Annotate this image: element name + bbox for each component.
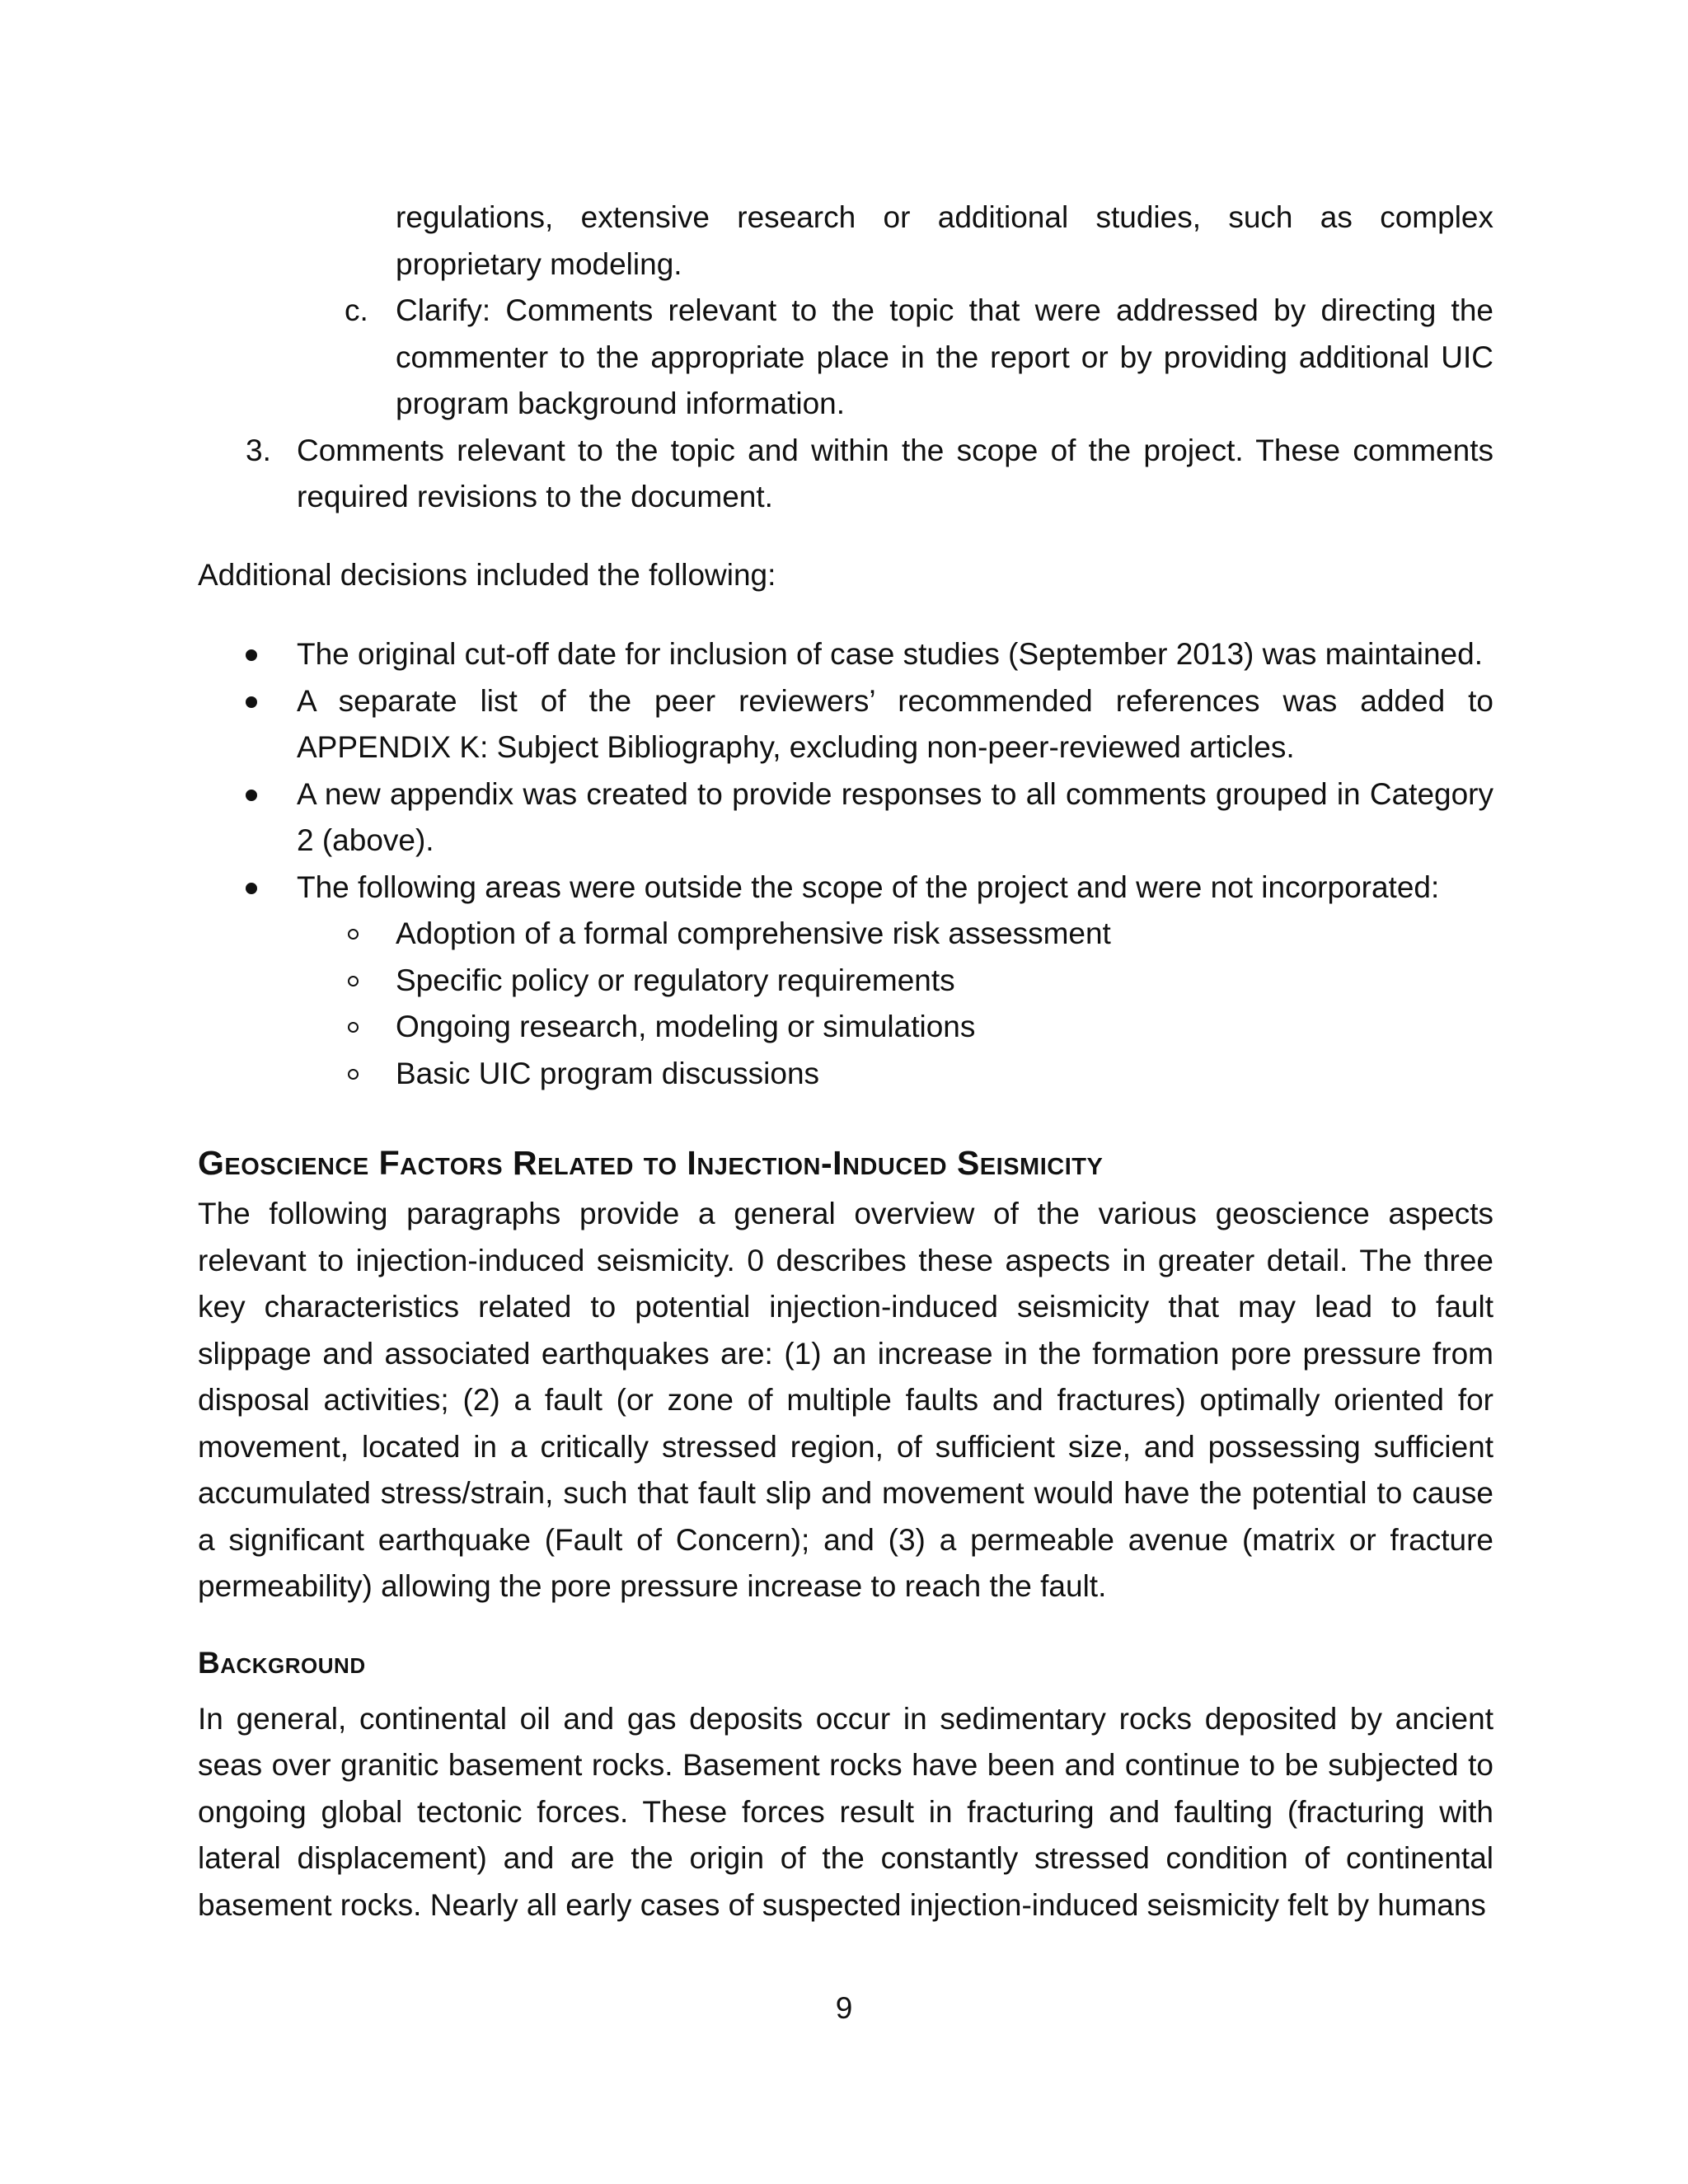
subsection-heading: Background — [198, 1645, 366, 1680]
bullet-icon — [246, 790, 257, 801]
sub-bullet-text: Specific policy or regulatory requirements — [396, 963, 955, 997]
hollow-bullet-icon — [348, 1069, 359, 1080]
section-heading: Geoscience Factors Related to Injection-Induced Seismicity — [198, 1144, 1104, 1182]
list-item — [198, 678, 1493, 771]
list-item — [198, 958, 1493, 1005]
list-marker-3: 3. — [246, 433, 271, 467]
list-item-c — [198, 288, 1493, 428]
sub-bullet-text: Ongoing research, modeling or simulations — [396, 1010, 976, 1043]
list-item-3-text: Comments relevant to the topic and within the scope of the project. These comments required revisions to the document. — [297, 433, 1493, 513]
bullet-text: A separate list of the peer reviewers’ recommended references was added to APPENDIX K: Subject Bibliography, excluding non-peer-reviewed articles. — [297, 683, 1493, 764]
list-item — [198, 1051, 1493, 1098]
list-item — [198, 631, 1493, 678]
bullet-icon — [246, 649, 257, 661]
page-number: 9 — [835, 1991, 853, 2025]
list-item — [198, 911, 1493, 958]
hollow-bullet-icon — [348, 1022, 359, 1033]
bullet-text: A new appendix was created to provide responses to all comments grouped in Category 2 (above). — [297, 776, 1493, 857]
decisions-bullet-list — [198, 631, 1493, 911]
list-item — [198, 771, 1493, 865]
document-page — [198, 194, 1493, 1929]
list-item-3 — [198, 428, 1493, 521]
hollow-bullet-icon — [348, 976, 359, 987]
list-item — [198, 1004, 1493, 1051]
list-item-b-continued — [198, 194, 1493, 288]
sub-bullet-text: Basic UIC program discussions — [396, 1056, 820, 1090]
additional-decisions-intro: Additional decisions included the following: — [198, 557, 776, 592]
section-paragraph: The following paragraphs provide a general overview of the various geoscience aspects relevant to injection-induced seismicity. 0 describes these aspects in greater detail. The three key characteristics related to potential injection-induced seismicity that may lead to fault slippage and associated earthquakes are: (1) an increase in the formation pore pressure from disposal activities; (2) a fault (or zone of multiple faults and fractures) optimally oriented for movement, located in a critically stressed region, of sufficient size, and possessing sufficient accumulated stress/strain, such that fault slip and movement would have the potential to cause a significant earthquake (Fault of Concern); and (3) a permeable avenue (matrix or fracture permeability) allowing the pore pressure increase to reach the fault. — [198, 1197, 1493, 1603]
bullet-icon — [246, 696, 257, 708]
hollow-bullet-icon — [348, 929, 359, 940]
bullet-text: The following areas were outside the scope of the project and were not incorporated: — [297, 869, 1440, 904]
list-marker-c: c. — [345, 293, 368, 327]
sub-bullet-text: Adoption of a formal comprehensive risk assessment — [396, 916, 1111, 950]
out-of-scope-sub-list — [198, 911, 1493, 1097]
bullet-text: The original cut-off date for inclusion of case studies (September 2013) was maintained. — [297, 637, 1483, 671]
list-item-b-text: regulations, extensive research or additional studies, such as complex proprietary modeling. — [396, 200, 1493, 281]
list-item — [198, 865, 1493, 912]
bullet-icon — [246, 883, 257, 894]
background-paragraph: In general, continental oil and gas deposits occur in sedimentary rocks deposited by ancient seas over granitic basement rocks. Basement rocks have been and continue to be subjected to ongoing global tectonic forces. These forces result in fracturing and faulting (fracturing with lateral displacement) and are the origin of the constantly stressed condition of continental basement rocks. Nearly all early cases of suspected injection-induced seismicity felt by humans — [198, 1701, 1493, 1922]
list-item-c-text: Clarify: Comments relevant to the topic that were addressed by directing the commenter to the appropriate place in the report or by providing additional UIC program background information. — [396, 293, 1493, 420]
